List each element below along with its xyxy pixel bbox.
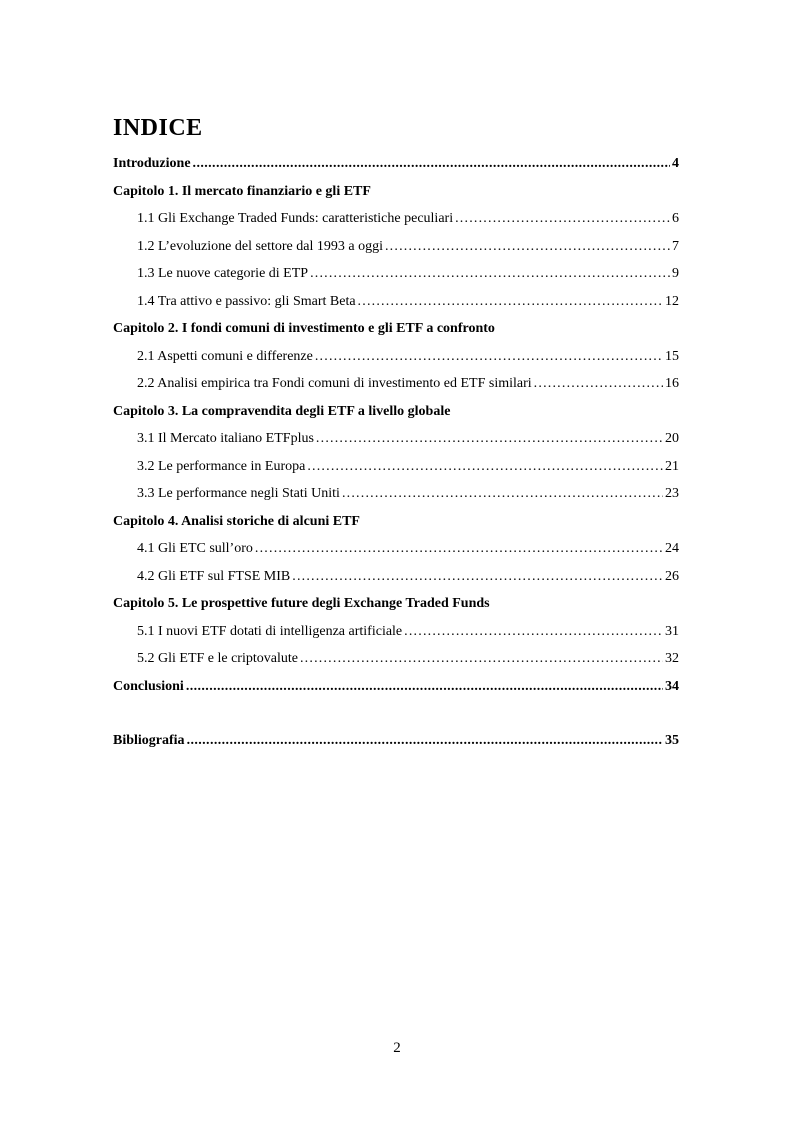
toc-entry-1-4[interactable] [113,288,679,316]
toc-entry-label: 3.3 Le performance negli Stati Uniti [137,486,340,501]
toc-entry-capitolo-4[interactable] [113,508,679,536]
toc-entry-page: 20 [665,431,679,446]
dot-leader [404,618,663,646]
page-title: INDICE [113,115,203,141]
toc-entry-page: 23 [665,486,679,501]
toc-entry-page: 9 [672,266,679,281]
toc-entry-capitolo-1[interactable] [113,178,679,206]
dot-leader [385,233,670,261]
toc-entry-conclusioni[interactable] [113,673,679,701]
page-number: 2 [393,1040,401,1056]
toc-entry-capitolo-3[interactable] [113,398,679,426]
toc-entry-page: 35 [665,733,679,748]
dot-leader [255,535,663,563]
toc-entry-4-1[interactable] [113,535,679,563]
dot-leader [187,727,663,755]
toc-entry-page: 21 [665,458,679,474]
toc-entry-page: 31 [665,623,679,639]
toc-entry-3-2[interactable] [113,453,679,481]
toc-entry-label: Capitolo 4. Analisi storiche di alcuni ETF [113,513,360,529]
toc-entry-label: 5.1 I nuovi ETF dotati di intelligenza artificiale [137,623,403,639]
toc-entry-5-2[interactable] [113,645,679,673]
toc-entry-label: 5.2 Gli ETF e le criptovalute [137,651,298,666]
toc-entry-label: 1.4 Tra attivo e passivo: gli Smart Beta [137,293,356,309]
toc-entry-page: 32 [665,651,679,666]
dot-leader [193,150,670,178]
toc-entry-label: Capitolo 3. La compravendita degli ETF a livello globale [113,403,451,419]
toc-entry-page: 24 [665,541,679,556]
toc-entry-3-1[interactable] [113,425,679,453]
toc-entry-introduzione[interactable] [113,150,679,178]
toc-entry-page: 7 [672,238,679,254]
dot-leader [316,425,663,453]
toc-entry-label: 4.2 Gli ETF sul FTSE MIB [137,568,291,584]
toc-entry-label: Bibliografia [113,733,185,748]
toc-entry-label: 1.1 Gli Exchange Traded Funds: caratteristiche peculiari [137,211,454,226]
dot-leader [315,343,663,371]
toc-entry-label: 1.2 L’evoluzione del settore dal 1993 a oggi [137,238,383,254]
toc-entry-1-1[interactable] [113,205,679,233]
toc-entry-5-1[interactable] [113,618,679,646]
toc-entry-label: Introduzione [113,156,191,171]
toc-entry-page: 12 [665,293,679,309]
dot-leader [534,370,663,398]
toc-entry-1-2[interactable] [113,233,679,261]
toc-entry-label: 2.1 Aspetti comuni e differenze [137,348,313,364]
toc-entry-label: 4.1 Gli ETC sull’oro [137,541,253,556]
dot-leader [186,673,663,701]
toc-entry-page: 15 [665,348,679,364]
toc-entry-label: Capitolo 1. Il mercato finanziario e gli ETF [113,183,371,199]
toc-entry-label: 3.2 Le performance in Europa [137,458,306,474]
dot-leader [358,288,663,316]
dot-leader [307,453,663,481]
toc-entry-label: Capitolo 2. I fondi comuni di investimento e gli ETF a confronto [113,321,495,336]
dot-leader [310,260,670,288]
table-of-contents [113,150,679,755]
toc-entry-1-3[interactable] [113,260,679,288]
toc-entry-label: 1.3 Le nuove categorie di ETP [137,266,309,281]
toc-entry-page: 34 [665,678,679,694]
toc-entry-page: 6 [672,211,679,226]
toc-entry-label: Conclusioni [113,678,184,694]
toc-entry-page: 4 [672,156,679,171]
toc-entry-2-1[interactable] [113,343,679,371]
toc-entry-bibliografia[interactable] [113,727,679,755]
toc-entry-4-2[interactable] [113,563,679,591]
toc-entry-2-2[interactable] [113,370,679,398]
toc-entry-page: 26 [665,568,679,584]
toc-entry-3-3[interactable] [113,480,679,508]
dot-leader [342,480,663,508]
dot-leader [300,645,663,673]
toc-entry-page: 16 [665,376,679,391]
toc-entry-capitolo-5[interactable] [113,590,679,618]
dot-leader [455,205,670,233]
toc-entry-label: Capitolo 5. Le prospettive future degli Exchange Traded Funds [113,596,490,611]
toc-entry-label: 2.2 Analisi empirica tra Fondi comuni di investimento ed ETF similari [137,376,532,391]
dot-leader [292,563,663,591]
toc-entry-capitolo-2[interactable] [113,315,679,343]
toc-entry-label: 3.1 Il Mercato italiano ETFplus [137,431,314,446]
